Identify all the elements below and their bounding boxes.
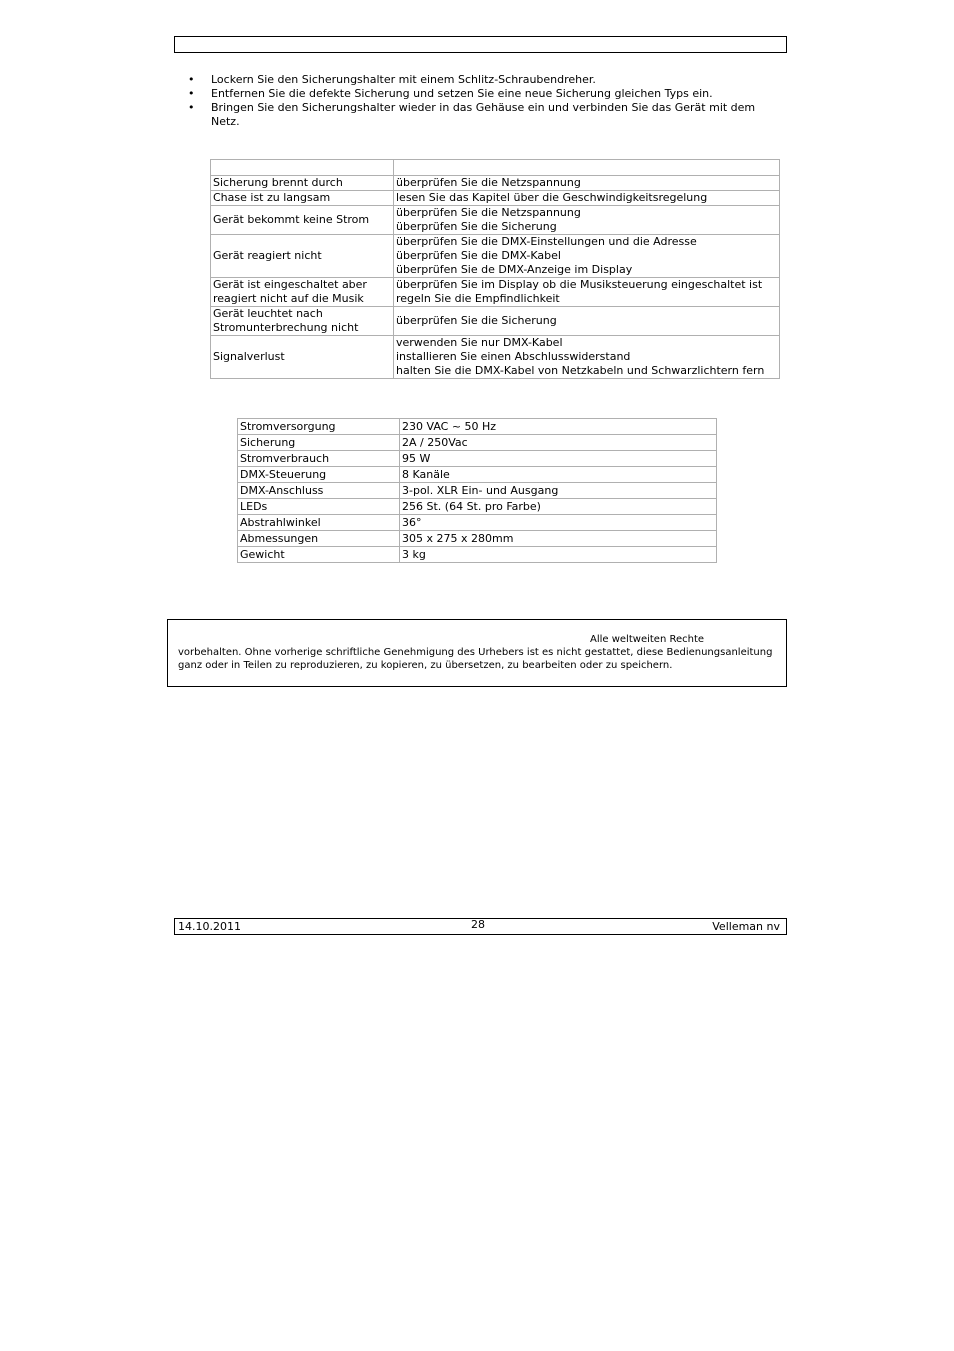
- copyright-text: vorbehalten. Ohne vorherige schriftliche Genehmigung des Urhebers ist es nicht gestattet, diese Bedienungsanleitung ganz oder in Teilen zu reproduzieren, zu kopieren, zu übersetzen, zu bearbeiten oder zu speichern.: [178, 647, 773, 671]
- spec-label: LEDs: [238, 499, 400, 515]
- spec-row: [238, 419, 717, 435]
- spec-value: 2A / 250Vac: [400, 435, 717, 451]
- page-number: 28: [471, 918, 485, 931]
- footer-date: 14.10.2011: [178, 920, 241, 933]
- troubleshooting-table: [210, 159, 780, 379]
- spec-value: 256 St. (64 St. pro Farbe): [400, 499, 717, 515]
- instruction-item: • Bringen Sie den Sicherungshalter wieder in das Gehäuse ein und verbinden Sie das Gerät mit dem Netz.: [211, 101, 781, 129]
- spec-label: Sicherung: [238, 435, 400, 451]
- problem-cell: Gerät reagiert nicht: [211, 235, 394, 278]
- spec-value: 230 VAC ~ 50 Hz: [400, 419, 717, 435]
- header-box: [174, 36, 787, 53]
- solution-cell: überprüfen Sie die Netzspannung: [394, 176, 780, 191]
- spec-row: [238, 547, 717, 563]
- table-header-row: [211, 160, 780, 176]
- problem-cell: Signalverlust: [211, 336, 394, 379]
- spec-row: [238, 483, 717, 499]
- spec-label: Gewicht: [238, 547, 400, 563]
- spec-row: [238, 531, 717, 547]
- spec-value: 8 Kanäle: [400, 467, 717, 483]
- solution-cell: lesen Sie das Kapitel über die Geschwindigkeitsregelung: [394, 191, 780, 206]
- solution-cell: überprüfen Sie im Display ob die Musiksteuerung eingeschaltet ist regeln Sie die Empfindlichkeit: [394, 278, 780, 307]
- spec-value: 3 kg: [400, 547, 717, 563]
- instruction-item: • Lockern Sie den Sicherungshalter mit einem Schlitz-Schraubendreher.: [211, 73, 781, 87]
- spec-value: 3-pol. XLR Ein- und Ausgang: [400, 483, 717, 499]
- copyright-notice: [167, 619, 787, 687]
- page-footer: [174, 918, 787, 935]
- table-row: [211, 235, 780, 278]
- spec-row: [238, 499, 717, 515]
- spec-row: [238, 515, 717, 531]
- header-cell-problem: [211, 160, 394, 176]
- spec-value: 95 W: [400, 451, 717, 467]
- spec-label: Abmessungen: [238, 531, 400, 547]
- spec-row: [238, 467, 717, 483]
- problem-cell: Gerät leuchtet nach Stromunterbrechung nicht: [211, 307, 394, 336]
- instruction-list: [211, 73, 781, 129]
- spec-label: DMX-Steuerung: [238, 467, 400, 483]
- spec-label: DMX-Anschluss: [238, 483, 400, 499]
- problem-cell: Chase ist zu langsam: [211, 191, 394, 206]
- problem-cell: Gerät bekommt keine Strom: [211, 206, 394, 235]
- table-row: [211, 278, 780, 307]
- table-row: [211, 206, 780, 235]
- solution-cell: überprüfen Sie die DMX-Einstellungen und die Adresse überprüfen Sie die DMX-Kabel überprüfen Sie de DMX-Anzeige im Display: [394, 235, 780, 278]
- header-cell-solution: [394, 160, 780, 176]
- table-row: [211, 307, 780, 336]
- solution-cell: verwenden Sie nur DMX-Kabel installieren Sie einen Abschlusswiderstand halten Sie die DMX-Kabel von Netzkabeln und Schwarzlichtern fern: [394, 336, 780, 379]
- solution-cell: überprüfen Sie die Netzspannung überprüfen Sie die Sicherung: [394, 206, 780, 235]
- spec-value: 305 x 275 x 280mm: [400, 531, 717, 547]
- spec-value: 36°: [400, 515, 717, 531]
- copyright-first-line: Alle weltweiten Rechte: [590, 634, 705, 645]
- table-row: [211, 336, 780, 379]
- specifications-table: [237, 418, 717, 563]
- footer-brand: Velleman nv: [712, 920, 780, 933]
- problem-cell: Sicherung brennt durch: [211, 176, 394, 191]
- solution-cell: überprüfen Sie die Sicherung: [394, 307, 780, 336]
- problem-cell: Gerät ist eingeschaltet aber reagiert nicht auf die Musik: [211, 278, 394, 307]
- table-row: [211, 176, 780, 191]
- instruction-item: • Entfernen Sie die defekte Sicherung und setzen Sie eine neue Sicherung gleichen Typs ein.: [211, 87, 781, 101]
- spec-row: [238, 435, 717, 451]
- spec-label: Abstrahlwinkel: [238, 515, 400, 531]
- spec-row: [238, 451, 717, 467]
- table-row: [211, 191, 780, 206]
- spec-label: Stromversorgung: [238, 419, 400, 435]
- spec-label: Stromverbrauch: [238, 451, 400, 467]
